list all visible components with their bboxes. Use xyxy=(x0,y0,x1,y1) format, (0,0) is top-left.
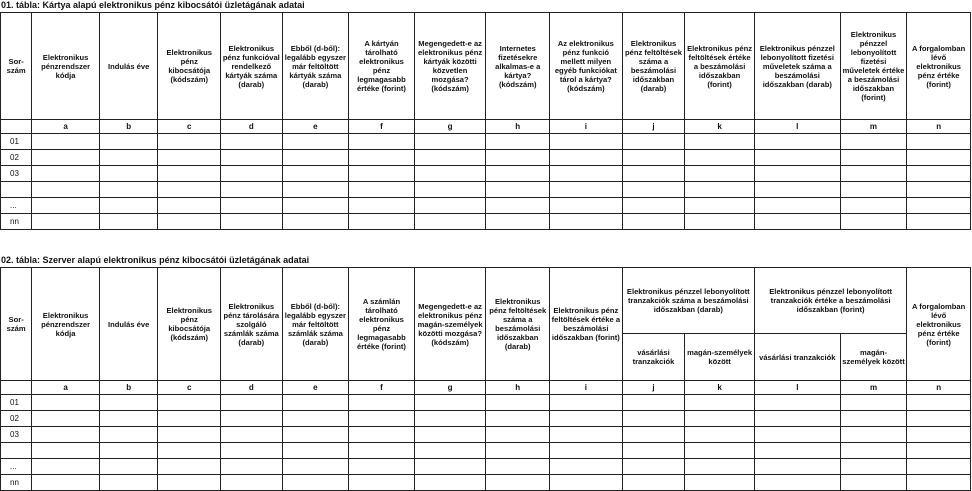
entry-cell[interactable] xyxy=(349,150,415,166)
letter-cell: m xyxy=(840,120,907,134)
table2-header-row xyxy=(1,268,971,334)
entry-cell[interactable] xyxy=(158,150,221,166)
header-col-a: Elektronikus pénzrendszer kódja xyxy=(32,13,100,120)
entry-cell[interactable] xyxy=(221,475,283,491)
entry-cell[interactable] xyxy=(622,411,685,427)
entry-cell[interactable] xyxy=(221,166,283,182)
entry-cell[interactable] xyxy=(622,443,685,459)
row-label: 03 xyxy=(1,427,32,443)
header-col-g: Megengedett-e az elektronikus pénz kártyák közötti közvetlen mozgása? (kódszám) xyxy=(414,13,486,120)
entry-cell[interactable] xyxy=(282,475,349,491)
row-label: nn xyxy=(1,475,32,491)
table-row xyxy=(1,150,971,166)
entry-cell[interactable] xyxy=(414,150,486,166)
entry-cell[interactable] xyxy=(550,395,623,411)
entry-cell[interactable] xyxy=(622,150,685,166)
entry-cell[interactable] xyxy=(840,427,907,443)
entry-cell[interactable] xyxy=(414,459,486,475)
entry-cell[interactable] xyxy=(158,411,221,427)
entry-cell[interactable] xyxy=(685,166,755,182)
header-group-count: Elektronikus pénzzel lebonyolított tranzakciók száma a beszámolási időszakban (darab) xyxy=(622,268,754,334)
entry-cell[interactable] xyxy=(282,134,349,150)
table-row xyxy=(1,166,971,182)
header-col-h: Elektronikus pénz feltöltések száma a beszámolási időszakban (darab) xyxy=(486,268,550,381)
entry-cell[interactable] xyxy=(622,166,685,182)
entry-cell[interactable] xyxy=(282,182,349,198)
table-row xyxy=(1,198,971,214)
entry-cell[interactable] xyxy=(32,198,100,214)
entry-cell[interactable] xyxy=(99,475,158,491)
entry-cell[interactable] xyxy=(840,214,907,230)
entry-cell[interactable] xyxy=(282,459,349,475)
entry-cell[interactable] xyxy=(32,214,100,230)
entry-cell[interactable] xyxy=(486,443,550,459)
letter-cell: j xyxy=(622,381,685,395)
table-row xyxy=(1,443,971,459)
entry-cell[interactable] xyxy=(754,395,840,411)
entry-cell[interactable] xyxy=(32,459,100,475)
table-row xyxy=(1,182,971,198)
entry-cell[interactable] xyxy=(685,182,755,198)
letter-cell: l xyxy=(754,381,840,395)
letter-cell: k xyxy=(685,120,755,134)
entry-cell[interactable] xyxy=(907,459,971,475)
card-based-table xyxy=(0,12,971,230)
header-col-c: Elektronikus pénz kibocsátója (kódszám) xyxy=(158,13,221,120)
header-col-f: A számlán tárolható elektronikus pénz legmagasabb értéke (forint) xyxy=(349,268,415,381)
letter-cell: d xyxy=(221,120,283,134)
header-sorszam: Sor- szám xyxy=(1,13,32,120)
entry-cell[interactable] xyxy=(32,182,100,198)
entry-cell[interactable] xyxy=(685,475,755,491)
entry-cell[interactable] xyxy=(414,134,486,150)
table2-caption: 02. tábla: Szerver alapú elektronikus pénz kibocsátói üzletágának adatai xyxy=(1,255,310,265)
header-col-k: magán-személyek között xyxy=(685,334,755,381)
letter-cell: i xyxy=(550,381,623,395)
server-based-table xyxy=(0,267,971,491)
entry-cell[interactable] xyxy=(414,198,486,214)
entry-cell[interactable] xyxy=(622,459,685,475)
entry-cell[interactable] xyxy=(32,411,100,427)
entry-cell[interactable] xyxy=(907,166,971,182)
table2-letter-row xyxy=(1,381,971,395)
entry-cell[interactable] xyxy=(32,395,100,411)
row-label: 02 xyxy=(1,411,32,427)
entry-cell[interactable] xyxy=(349,411,415,427)
entry-cell[interactable] xyxy=(282,443,349,459)
letter-cell: d xyxy=(221,381,283,395)
letter-cell: g xyxy=(414,381,486,395)
header-col-l: vásárlási tranzakciók xyxy=(754,334,840,381)
entry-cell[interactable] xyxy=(32,427,100,443)
entry-cell[interactable] xyxy=(840,134,907,150)
row-label: 01 xyxy=(1,134,32,150)
header-col-b: Indulás éve xyxy=(99,268,158,381)
letter-cell: f xyxy=(349,120,415,134)
entry-cell[interactable] xyxy=(907,198,971,214)
entry-cell[interactable] xyxy=(907,134,971,150)
entry-cell[interactable] xyxy=(840,198,907,214)
entry-cell[interactable] xyxy=(550,214,623,230)
entry-cell[interactable] xyxy=(282,427,349,443)
entry-cell[interactable] xyxy=(754,166,840,182)
entry-cell[interactable] xyxy=(486,198,550,214)
entry-cell[interactable] xyxy=(158,475,221,491)
entry-cell[interactable] xyxy=(486,134,550,150)
entry-cell[interactable] xyxy=(754,459,840,475)
entry-cell[interactable] xyxy=(550,150,623,166)
entry-cell[interactable] xyxy=(550,198,623,214)
entry-cell[interactable] xyxy=(158,214,221,230)
letter-cell: e xyxy=(282,381,349,395)
entry-cell[interactable] xyxy=(99,182,158,198)
table-row xyxy=(1,411,971,427)
entry-cell[interactable] xyxy=(685,198,755,214)
entry-cell[interactable] xyxy=(550,427,623,443)
entry-cell[interactable] xyxy=(685,443,755,459)
entry-cell[interactable] xyxy=(414,214,486,230)
header-col-i: Az elektronikus pénz funkció mellett milyen egyéb funkciókat tárol a kártya? (kódszám) xyxy=(550,13,623,120)
table1-header-row xyxy=(1,13,971,120)
entry-cell[interactable] xyxy=(158,459,221,475)
entry-cell[interactable] xyxy=(99,214,158,230)
header-col-f: A kártyán tárolható elektronikus pénz legmagasabb értéke (forint) xyxy=(349,13,415,120)
letter-cell: c xyxy=(158,381,221,395)
entry-cell[interactable] xyxy=(840,443,907,459)
entry-cell[interactable] xyxy=(158,443,221,459)
entry-cell[interactable] xyxy=(99,459,158,475)
entry-cell[interactable] xyxy=(282,166,349,182)
entry-cell[interactable] xyxy=(486,214,550,230)
entry-cell[interactable] xyxy=(907,443,971,459)
letter-cell: n xyxy=(907,120,971,134)
letter-cell: k xyxy=(685,381,755,395)
entry-cell[interactable] xyxy=(99,427,158,443)
entry-cell[interactable] xyxy=(550,459,623,475)
entry-cell[interactable] xyxy=(622,182,685,198)
row-label: 03 xyxy=(1,166,32,182)
entry-cell[interactable] xyxy=(907,411,971,427)
header-col-b: Indulás éve xyxy=(99,13,158,120)
header-col-i: Elektronikus pénz feltöltések értéke a beszámolási időszakban (forint) xyxy=(550,268,623,381)
entry-cell[interactable] xyxy=(414,166,486,182)
table1-caption: 01. tábla: Kártya alapú elektronikus pénz kibocsátói üzletágának adatai xyxy=(1,0,305,10)
letter-cell: b xyxy=(99,120,158,134)
entry-cell[interactable] xyxy=(486,166,550,182)
entry-cell[interactable] xyxy=(754,182,840,198)
letter-cell: h xyxy=(486,120,550,134)
entry-cell[interactable] xyxy=(414,395,486,411)
letter-cell: f xyxy=(349,381,415,395)
entry-cell[interactable] xyxy=(221,443,283,459)
entry-cell[interactable] xyxy=(414,443,486,459)
entry-cell[interactable] xyxy=(349,134,415,150)
entry-cell[interactable] xyxy=(349,459,415,475)
entry-cell[interactable] xyxy=(754,214,840,230)
entry-cell[interactable] xyxy=(907,395,971,411)
entry-cell[interactable] xyxy=(840,182,907,198)
letter-cell: c xyxy=(158,120,221,134)
row-label: 01 xyxy=(1,395,32,411)
letter-cell: g xyxy=(414,120,486,134)
entry-cell[interactable] xyxy=(282,198,349,214)
header-col-m: magán-személyek között xyxy=(840,334,907,381)
entry-cell[interactable] xyxy=(907,150,971,166)
entry-cell[interactable] xyxy=(349,395,415,411)
letter-cell-blank xyxy=(1,381,32,395)
header-group-value: Elektronikus pénzzel lebonyolított tranzakciók értéke a beszámolási időszakban (forint) xyxy=(754,268,906,334)
entry-cell[interactable] xyxy=(685,427,755,443)
table-row xyxy=(1,214,971,230)
table-row xyxy=(1,134,971,150)
entry-cell[interactable] xyxy=(754,150,840,166)
table-row xyxy=(1,475,971,491)
entry-cell[interactable] xyxy=(754,198,840,214)
entry-cell[interactable] xyxy=(349,443,415,459)
header-col-m: Elektronikus pénzzel lebonyolított fizetési műveletek értéke a beszámolási időszakban (forint) xyxy=(840,13,907,120)
entry-cell[interactable] xyxy=(754,475,840,491)
letter-cell: i xyxy=(550,120,623,134)
entry-cell[interactable] xyxy=(221,214,283,230)
header-col-g: Megengedett-e az elektronikus pénz magán-személyek közötti mozgása? (kódszám) xyxy=(414,268,486,381)
entry-cell[interactable] xyxy=(99,395,158,411)
entry-cell[interactable] xyxy=(32,166,100,182)
entry-cell[interactable] xyxy=(550,166,623,182)
entry-cell[interactable] xyxy=(221,198,283,214)
entry-cell[interactable] xyxy=(685,411,755,427)
row-label: nn xyxy=(1,214,32,230)
entry-cell[interactable] xyxy=(550,475,623,491)
row-label: 02 xyxy=(1,150,32,166)
entry-cell[interactable] xyxy=(282,150,349,166)
entry-cell[interactable] xyxy=(685,395,755,411)
entry-cell[interactable] xyxy=(158,198,221,214)
entry-cell[interactable] xyxy=(221,459,283,475)
entry-cell[interactable] xyxy=(486,411,550,427)
entry-cell[interactable] xyxy=(99,166,158,182)
entry-cell[interactable] xyxy=(221,150,283,166)
header-col-j: Elektronikus pénz feltöltések száma a beszámolási időszakban (darab) xyxy=(622,13,685,120)
entry-cell[interactable] xyxy=(414,475,486,491)
entry-cell[interactable] xyxy=(840,150,907,166)
entry-cell[interactable] xyxy=(414,427,486,443)
header-col-l: Elektronikus pénzzel lebonyolított fizetési műveletek száma a beszámolási időszakban (darab) xyxy=(754,13,840,120)
entry-cell[interactable] xyxy=(622,395,685,411)
entry-cell[interactable] xyxy=(32,443,100,459)
entry-cell[interactable] xyxy=(754,443,840,459)
entry-cell[interactable] xyxy=(840,411,907,427)
entry-cell[interactable] xyxy=(414,411,486,427)
row-label xyxy=(1,443,32,459)
entry-cell[interactable] xyxy=(685,134,755,150)
entry-cell[interactable] xyxy=(32,134,100,150)
header-col-n: A forgalomban lévő elektronikus pénz értéke (forint) xyxy=(907,13,971,120)
entry-cell[interactable] xyxy=(158,166,221,182)
letter-cell: m xyxy=(840,381,907,395)
entry-cell[interactable] xyxy=(349,475,415,491)
entry-cell[interactable] xyxy=(550,411,623,427)
entry-cell[interactable] xyxy=(158,182,221,198)
entry-cell[interactable] xyxy=(349,166,415,182)
entry-cell[interactable] xyxy=(99,411,158,427)
header-col-j: vásárlási tranzakciók xyxy=(622,334,685,381)
entry-cell[interactable] xyxy=(99,150,158,166)
entry-cell[interactable] xyxy=(32,475,100,491)
entry-cell[interactable] xyxy=(349,214,415,230)
entry-cell[interactable] xyxy=(840,395,907,411)
entry-cell[interactable] xyxy=(907,214,971,230)
entry-cell[interactable] xyxy=(221,395,283,411)
letter-cell: j xyxy=(622,120,685,134)
entry-cell[interactable] xyxy=(622,214,685,230)
entry-cell[interactable] xyxy=(685,214,755,230)
entry-cell[interactable] xyxy=(221,182,283,198)
letter-cell: n xyxy=(907,381,971,395)
entry-cell[interactable] xyxy=(414,182,486,198)
entry-cell[interactable] xyxy=(550,443,623,459)
entry-cell[interactable] xyxy=(550,134,623,150)
entry-cell[interactable] xyxy=(907,427,971,443)
letter-cell: a xyxy=(32,381,100,395)
header-col-a: Elektronikus pénzrendszer kódja xyxy=(32,268,100,381)
header-sorszam: Sor- szám xyxy=(1,268,32,381)
entry-cell[interactable] xyxy=(622,427,685,443)
entry-cell[interactable] xyxy=(349,182,415,198)
entry-cell[interactable] xyxy=(840,459,907,475)
entry-cell[interactable] xyxy=(282,411,349,427)
row-label: ... xyxy=(1,198,32,214)
entry-cell[interactable] xyxy=(221,134,283,150)
letter-cell: e xyxy=(282,120,349,134)
header-col-k: Elektronikus pénz feltöltések értéke a beszámolási időszakban (forint) xyxy=(685,13,755,120)
entry-cell[interactable] xyxy=(622,475,685,491)
entry-cell[interactable] xyxy=(32,150,100,166)
entry-cell[interactable] xyxy=(754,134,840,150)
entry-cell[interactable] xyxy=(486,459,550,475)
entry-cell[interactable] xyxy=(221,427,283,443)
entry-cell[interactable] xyxy=(622,134,685,150)
entry-cell[interactable] xyxy=(99,198,158,214)
entry-cell[interactable] xyxy=(282,214,349,230)
entry-cell[interactable] xyxy=(486,150,550,166)
table-row xyxy=(1,395,971,411)
letter-cell: h xyxy=(486,381,550,395)
header-col-c: Elektronikus pénz kibocsátója (kódszám) xyxy=(158,268,221,381)
table-row xyxy=(1,459,971,475)
header-col-d: Elektronikus pénz tárolására szolgáló számlák száma (darab) xyxy=(221,268,283,381)
letter-cell: l xyxy=(754,120,840,134)
row-label: ... xyxy=(1,459,32,475)
entry-cell[interactable] xyxy=(158,427,221,443)
entry-cell[interactable] xyxy=(486,475,550,491)
entry-cell[interactable] xyxy=(550,182,623,198)
entry-cell[interactable] xyxy=(349,198,415,214)
entry-cell[interactable] xyxy=(158,134,221,150)
header-col-d: Elektronikus pénz funkcióval rendelkező kártyák száma (darab) xyxy=(221,13,283,120)
entry-cell[interactable] xyxy=(685,459,755,475)
row-label xyxy=(1,182,32,198)
entry-cell[interactable] xyxy=(486,182,550,198)
entry-cell[interactable] xyxy=(840,166,907,182)
entry-cell[interactable] xyxy=(221,411,283,427)
entry-cell[interactable] xyxy=(486,427,550,443)
entry-cell[interactable] xyxy=(840,475,907,491)
table-row xyxy=(1,427,971,443)
entry-cell[interactable] xyxy=(349,427,415,443)
entry-cell[interactable] xyxy=(622,198,685,214)
entry-cell[interactable] xyxy=(158,395,221,411)
entry-cell[interactable] xyxy=(99,134,158,150)
header-col-n: A forgalomban lévő elektronikus pénz értéke (forint) xyxy=(907,268,971,381)
table1-letter-row xyxy=(1,120,971,134)
letter-cell-blank xyxy=(1,120,32,134)
header-col-e: Ebből (d-ből): legalább egyszer már feltöltött kártyák száma (darab) xyxy=(282,13,349,120)
entry-cell[interactable] xyxy=(685,150,755,166)
entry-cell[interactable] xyxy=(754,427,840,443)
letter-cell: b xyxy=(99,381,158,395)
letter-cell: a xyxy=(32,120,100,134)
header-col-e: Ebből (d-ből): legalább egyszer már feltöltött számlák száma (darab) xyxy=(282,268,349,381)
entry-cell[interactable] xyxy=(907,475,971,491)
entry-cell[interactable] xyxy=(907,182,971,198)
entry-cell[interactable] xyxy=(99,443,158,459)
entry-cell[interactable] xyxy=(282,395,349,411)
entry-cell[interactable] xyxy=(486,395,550,411)
header-col-h: Internetes fizetésekre alkalmas-e a kártya? (kódszám) xyxy=(486,13,550,120)
entry-cell[interactable] xyxy=(754,411,840,427)
